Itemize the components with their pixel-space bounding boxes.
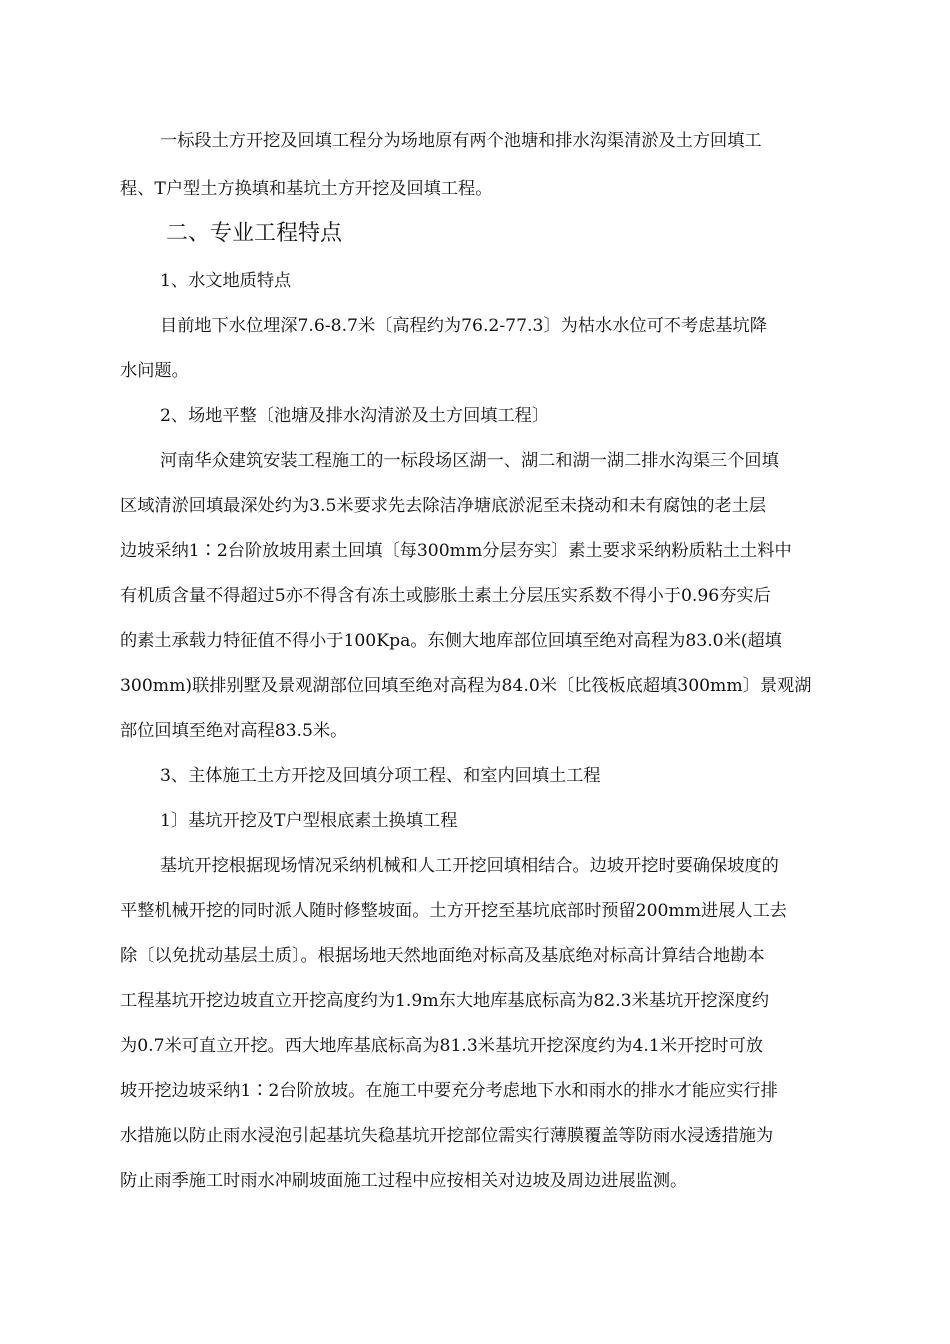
paragraph-line: 的素土承载力特征值不得小于100Kpa。东侧大地库部位回填至绝对高程为83.0米(超填	[120, 631, 782, 651]
paragraph-line: 坡开挖边坡采纳1∶2台阶放坡。在施工中要充分考虑地下水和雨水的排水才能应实行排	[120, 1081, 778, 1101]
paragraph-line: 基坑开挖根据现场情况采纳机械和人工开挖回填相结合。边坡开挖时要确保坡度的	[160, 856, 779, 876]
paragraph-line: 有机质含量不得超过5亦不得含有冻土或膨胀土素土分层压实系数不得小于0.96夯实后	[120, 586, 771, 606]
section-heading: 二、专业工程特点	[166, 221, 343, 246]
paragraph-line: 河南华众建筑安装工程施工的一标段场区湖一、湖二和湖一湖二排水沟渠三个回填	[160, 451, 779, 471]
paragraph-line: 边坡采纳1∶2台阶放坡用素土回填〔每300mm分层夯实〕素土要求采纳粉质粘土土料中	[120, 541, 792, 561]
subsection-heading: 3、主体施工土方开挖及回填分项工程、和室内回填土工程	[160, 766, 601, 786]
paragraph-line: 一标段土方开挖及回填工程分为场地原有两个池塘和排水沟渠清淤及土方回填工	[160, 131, 762, 151]
paragraph-line: 除〔以免扰动基层土质〕。根据场地天然地面绝对标高及基底绝对标高计算结合地勘本	[120, 946, 765, 966]
subsection-heading: 2、场地平整〔池塘及排水沟清淤及土方回填工程〕	[160, 406, 550, 426]
paragraph-line: 为0.7米可直立开挖。西大地库基底标高为81.3米基坑开挖深度约为4.1米开挖时可放	[120, 1036, 763, 1056]
subsection-heading: 1〕基坑开挖及T户型根底素土换填工程	[160, 811, 458, 831]
paragraph-line: 部位回填至绝对高程83.5米。	[120, 721, 348, 741]
paragraph-line: 程、T户型土方换填和基坑土方开挖及回填工程。	[120, 179, 493, 199]
paragraph-line: 平整机械开挖的同时派人随时修整坡面。土方开挖至基坑底部时预留200mm进展人工去	[120, 901, 787, 921]
paragraph-line: 区域清淤回填最深处约为3.5米要求先去除洁净塘底淤泥至未挠动和未有腐蚀的老土层	[120, 496, 767, 516]
paragraph-line: 工程基坑开挖边坡直立开挖高度约为1.9m东大地库基底标高为82.3米基坑开挖深度约	[120, 991, 770, 1011]
paragraph-line: 目前地下水位埋深7.6-8.7米〔高程约为76.2-77.3〕为枯水水位可不考虑基坑降	[160, 316, 767, 336]
paragraph-line: 水问题。	[120, 361, 189, 381]
paragraph-line: 防止雨季施工时雨水冲刷坡面施工过程中应按相关对边坡及周边进展监测。	[120, 1171, 688, 1191]
subsection-heading: 1、水文地质特点	[160, 271, 292, 291]
paragraph-line: 水措施以防止雨水浸泡引起基坑失稳基坑开挖部位需实行薄膜覆盖等防雨水浸透措施为	[120, 1126, 774, 1146]
paragraph-line: 300mm)联排别墅及景观湖部位回填至绝对高程为84.0米〔比筏板底超填300mm〕景观湖	[120, 676, 812, 696]
